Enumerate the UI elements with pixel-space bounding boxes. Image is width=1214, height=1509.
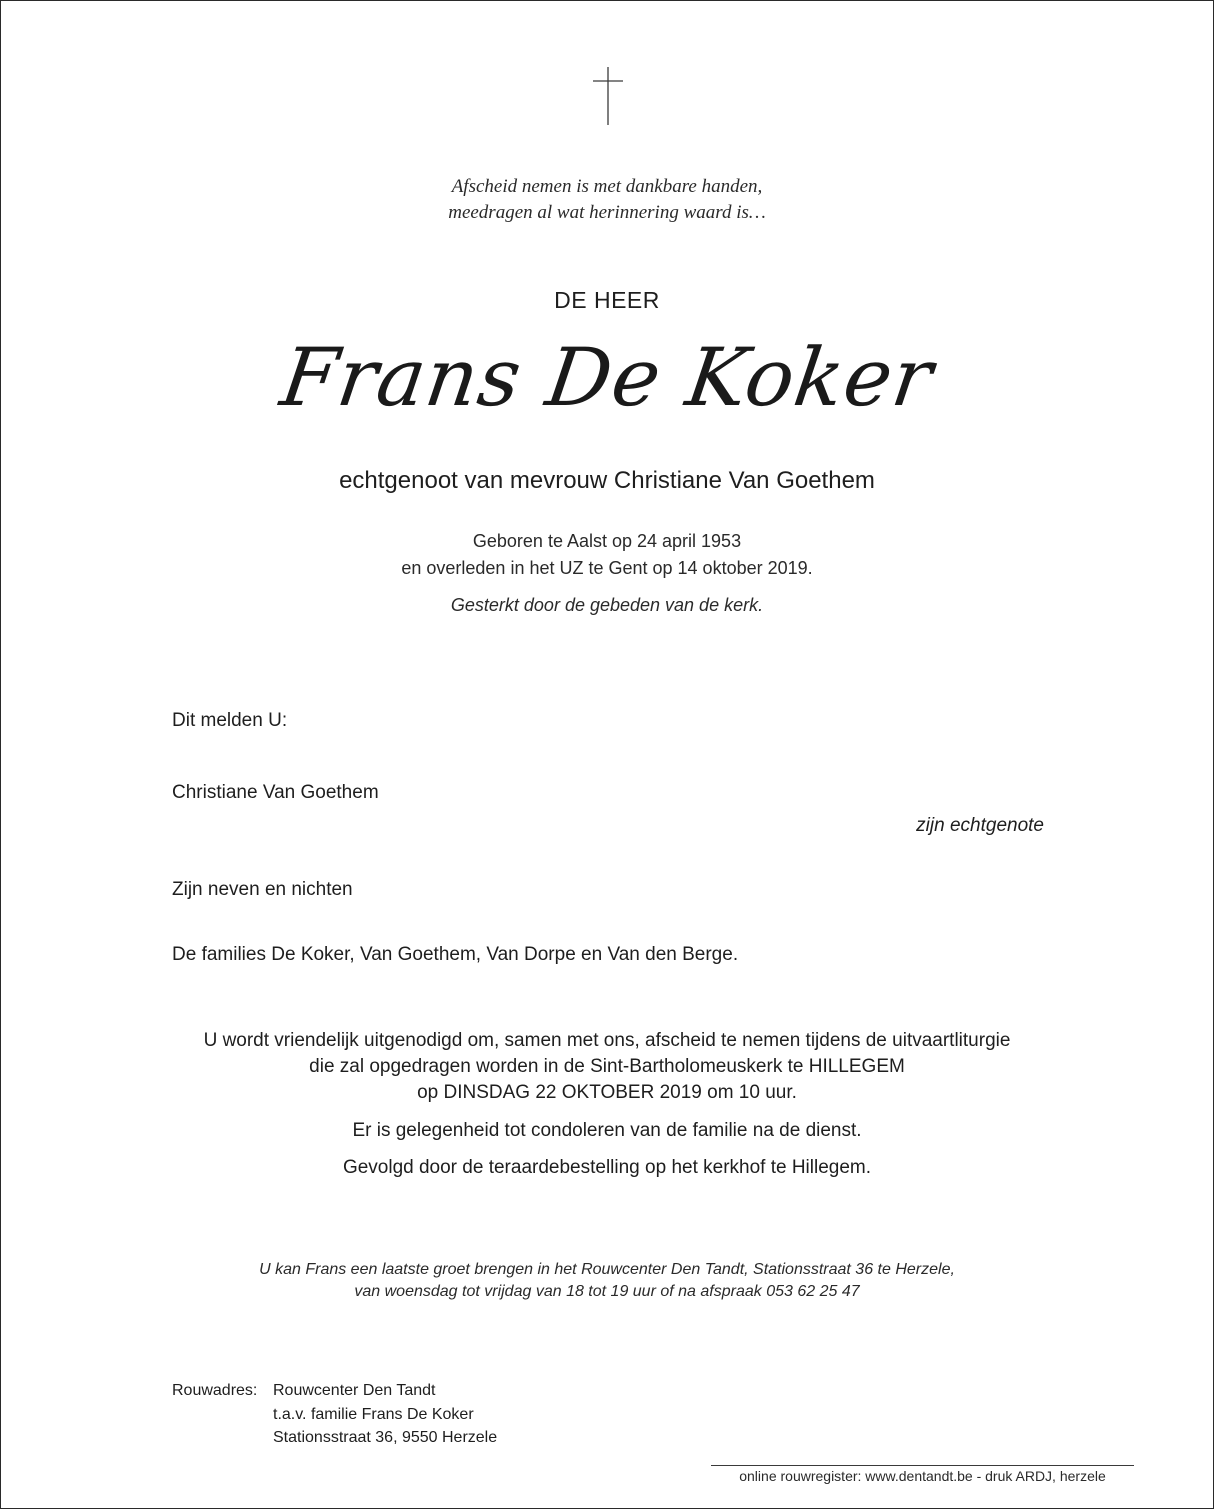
verse-line-2: meedragen al wat herinnering waard is… — [448, 202, 766, 223]
cross-icon — [593, 67, 623, 125]
footer-divider — [711, 1465, 1134, 1466]
address-line-3: Stationsstraat 36, 9550 Herzele — [273, 1429, 498, 1446]
burial-line: Gevolgd door de teraardebestelling op het kerkhof te Hillegem. — [342, 1157, 872, 1178]
relatives-line: Zijn neven en nichten — [172, 879, 353, 900]
ceremony-line-2: die zal opgedragen worden in de Sint-Bartholomeuskerk te HILLEGEM — [309, 1056, 905, 1077]
condolence-line: Er is gelegenheid tot condoleren van de familie na de dienst. — [352, 1120, 862, 1141]
opening-verse — [1, 174, 1213, 226]
ceremony-invitation — [1, 1028, 1213, 1106]
address-line-1: Rouwcenter Den Tandt — [273, 1382, 436, 1399]
families-line: De families De Koker, Van Goethem, Van Dorpe en Van den Berge. — [172, 944, 739, 965]
ceremony-line-1: U wordt vriendelijk uitgenodigd om, samen met ons, afscheid te nemen tijdens de uitvaartliturgie — [203, 1030, 1011, 1051]
footer-credits: online rouwregister: www.dentandt.be - druk ARDJ, herzele — [739, 1468, 1106, 1484]
spouse-role: zijn echtgenote — [916, 815, 1044, 836]
spouse-line: echtgenoot van mevrouw Christiane Van Goethem — [339, 467, 875, 494]
address-line-2: t.a.v. familie Frans De Koker — [273, 1406, 474, 1423]
honorific: DE HEER — [554, 287, 660, 313]
spouse-name: Christiane Van Goethem — [172, 782, 379, 803]
address-label: Rouwadres: — [172, 1382, 258, 1399]
verse-line-1: Afscheid nemen is met dankbare handen, — [451, 176, 763, 197]
deceased-name: Frans De Koker — [275, 331, 939, 424]
ceremony-line-3: op DINSDAG 22 OKTOBER 2019 om 10 uur. — [417, 1082, 797, 1103]
life-dates — [1, 528, 1213, 582]
announcement-intro: Dit melden U: — [172, 710, 288, 731]
visitation-line-1: U kan Frans een laatste groet brengen in het Rouwcenter Den Tandt, Stationsstraat 36 te Herzele, — [259, 1261, 955, 1278]
visitation-info — [1, 1259, 1213, 1303]
sacrament-line: Gesterkt door de gebeden van de kerk. — [450, 595, 764, 615]
died-line: en overleden in het UZ te Gent op 14 oktober 2019. — [401, 558, 813, 578]
born-line: Geboren te Aalst op 24 april 1953 — [472, 531, 742, 551]
visitation-line-2: van woensdag tot vrijdag van 18 tot 19 uur of na afspraak 053 62 25 47 — [354, 1283, 860, 1300]
